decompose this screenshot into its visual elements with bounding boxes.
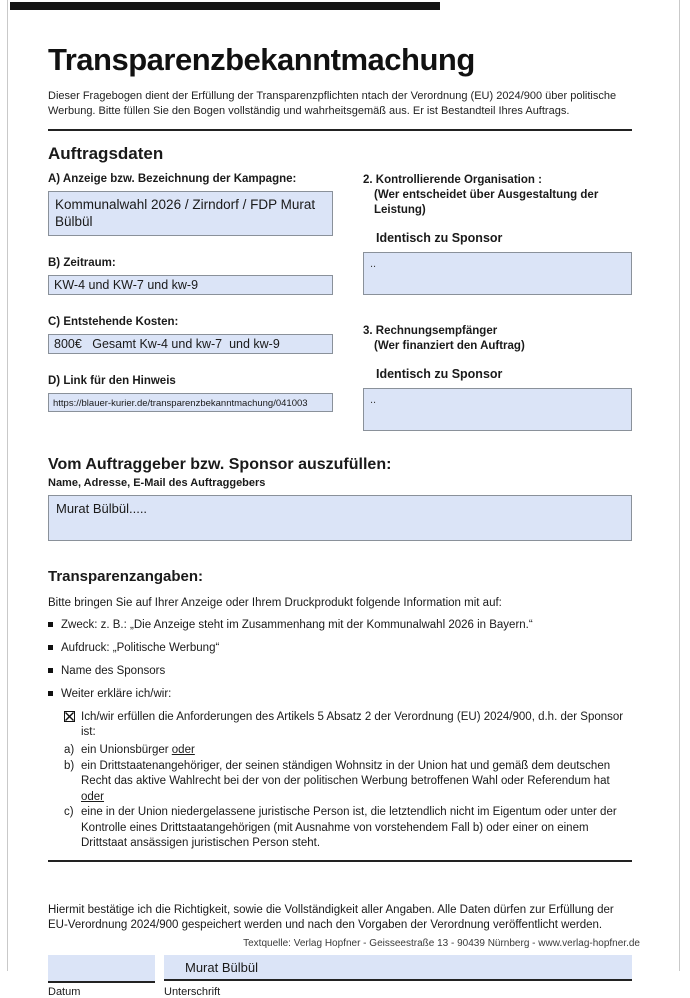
bullet-icon xyxy=(48,622,53,627)
checkbox-checked-icon[interactable] xyxy=(64,711,75,722)
confirmation-text: Hiermit bestätige ich die Richtigkeit, sowie die Vollständigkeit aller Angaben. Alle Daten dürfen zur Erfüllung der EU-Verordnung 2024/900 gespeichert werden und nach den Vorgaben der Verordnung veröffentlicht werden. xyxy=(48,903,614,931)
bullet-erklaerung xyxy=(48,687,632,702)
list-item-a-text: ein Unionsbürger xyxy=(81,744,172,756)
field-zeitraum xyxy=(48,257,333,295)
section-rechnungsempfaenger xyxy=(363,324,632,431)
list-item-c-text: eine in der Union niedergelassene juristische Person ist, die letztendlich nicht im Eigentum oder unter der Kontrolle eines Drittstaatangehörigen (mit Ausnahme von vorstehendem Fall b) oder einer on einem Drittstaat ansässigen juristischen Person steht. xyxy=(81,806,617,849)
field-kampagne xyxy=(48,173,333,236)
field-kosten-input[interactable]: 800€ Gesamt Kw-4 und kw-7 und kw-9 xyxy=(48,334,333,354)
bullet-icon xyxy=(48,668,53,673)
sponsor-heading: Vom Auftraggeber bzw. Sponsor auszufüllen: xyxy=(48,456,392,473)
transparenz-bullet-list xyxy=(48,618,632,702)
list-item-a xyxy=(48,743,632,759)
section3-option-label: Identisch zu Sponsor xyxy=(376,367,503,381)
bullet-icon xyxy=(48,645,53,650)
list-item-c xyxy=(48,805,632,852)
header-divider xyxy=(48,129,632,131)
auftragsdaten-grid xyxy=(48,173,632,431)
list-item-b-text: ein Drittstaatenangehöriger, der seinen ständigen Wohnsitz in der Union hat und gemäß dem deutschen Recht das aktive Wahlrecht bei der von der politischen Werbung betroffenen Wahl oder Referendum hat xyxy=(81,759,611,787)
field-zeitraum-input[interactable]: KW-4 und KW-7 und kw-9 xyxy=(48,275,333,295)
section3-input[interactable]: .. xyxy=(363,388,632,431)
bullet-zweck xyxy=(48,618,632,633)
page-right-border xyxy=(679,0,680,971)
date-field[interactable] xyxy=(48,955,155,983)
field-kosten-label: C) Entstehende Kosten: xyxy=(48,316,179,328)
signature-gap xyxy=(155,955,164,983)
transparenzangaben-heading: Transparenzangaben: xyxy=(48,568,204,585)
date-label: Datum xyxy=(48,985,81,998)
transparenzangaben-intro: Bitte bringen Sie auf Ihrer Anzeige oder Ihrem Druckprodukt folgende Information mit auf: xyxy=(48,597,502,609)
auftragsdaten-right-column xyxy=(363,173,632,431)
section2-title: 2. Kontrollierende Organisation : xyxy=(363,174,542,186)
bullet-aufdruck xyxy=(48,641,632,656)
section2-subtitle: (Wer entscheidet über Ausgestaltung der Leistung) xyxy=(374,189,599,216)
field-kosten xyxy=(48,316,333,354)
form-page xyxy=(48,28,632,998)
footer-source-text: Textquelle: Verlag Hopfner - Geisseestraße 13 - 90439 Nürnberg - www.verlag-hopfner.de xyxy=(243,938,640,949)
signature-row xyxy=(48,955,632,983)
page-title: Transparenzbekanntmachung xyxy=(48,42,475,77)
bullet-zweck-text: Zweck: z. B.: „Die Anzeige steht im Zusammenhang mit der Kommunalwahl 2026 in Bayern.“ xyxy=(61,619,533,631)
bullet-sponsorname-text: Name des Sponsors xyxy=(61,665,166,677)
bullet-erklaerung-text: Weiter erkläre ich/wir: xyxy=(61,688,172,700)
bullet-sponsorname xyxy=(48,664,632,679)
list-item-b xyxy=(48,759,632,806)
signature-label: Unterschrift xyxy=(164,985,221,998)
intro-text: Dieser Fragebogen dient der Erfüllung der Transparenzpflichten ntach der Verordnung (EU) 2024/900 über politische Werbung. Bitte füllen Sie den Bogen vollständig und wahrheitsgemäß aus. Er ist Bestandteil Ihres Auftrags. xyxy=(48,90,617,117)
field-link xyxy=(48,375,333,412)
section3-subtitle: (Wer finanziert den Auftrag) xyxy=(374,340,525,352)
field-zeitraum-label: B) Zeitraum: xyxy=(48,257,116,269)
field-link-input[interactable]: https://blauer-kurier.de/transparenzbekanntmachung/041003 xyxy=(48,393,333,412)
section2-input[interactable]: .. xyxy=(363,252,632,295)
section-kontrollierende-organisation xyxy=(363,173,632,295)
list-item-a-marker: a) xyxy=(64,744,75,756)
field-kampagne-label: A) Anzeige bzw. Bezeichnung der Kampagne: xyxy=(48,173,297,185)
field-kampagne-input[interactable]: Kommunalwahl 2026 / Zirndorf / FDP Murat Bülbül xyxy=(48,191,333,236)
auftragsdaten-left-column xyxy=(48,173,333,431)
list-item-a-oder: oder xyxy=(171,744,195,756)
section3-title: 3. Rechnungsempfänger xyxy=(363,325,498,337)
declaration-checkbox-row xyxy=(64,710,632,740)
bullet-aufdruck-text: Aufdruck: „Politische Werbung“ xyxy=(61,642,220,654)
declaration-checkbox-label: Ich/wir erfüllen die Anforderungen des Artikels 5 Absatz 2 der Verordnung (EU) 2024/900, d.h. der Sponsor ist: xyxy=(81,711,624,738)
sponsor-field-label: Name, Adresse, E-Mail des Auftraggebers xyxy=(48,477,266,489)
bullet-icon xyxy=(48,691,53,696)
signature-labels xyxy=(48,986,632,998)
bottom-divider xyxy=(48,860,632,862)
signature-field[interactable]: Murat Bülbül xyxy=(164,955,632,981)
list-item-b-oder: oder xyxy=(81,790,105,803)
page-left-border xyxy=(7,0,8,971)
auftragsdaten-heading: Auftragsdaten xyxy=(48,144,164,163)
section2-option-label: Identisch zu Sponsor xyxy=(376,231,503,245)
sponsor-input[interactable]: Murat Bülbül..... xyxy=(48,495,632,541)
page-top-bar xyxy=(10,2,440,10)
list-item-c-marker: c) xyxy=(64,806,74,818)
field-link-label: D) Link für den Hinweis xyxy=(48,375,176,387)
list-item-b-marker: b) xyxy=(64,759,75,772)
